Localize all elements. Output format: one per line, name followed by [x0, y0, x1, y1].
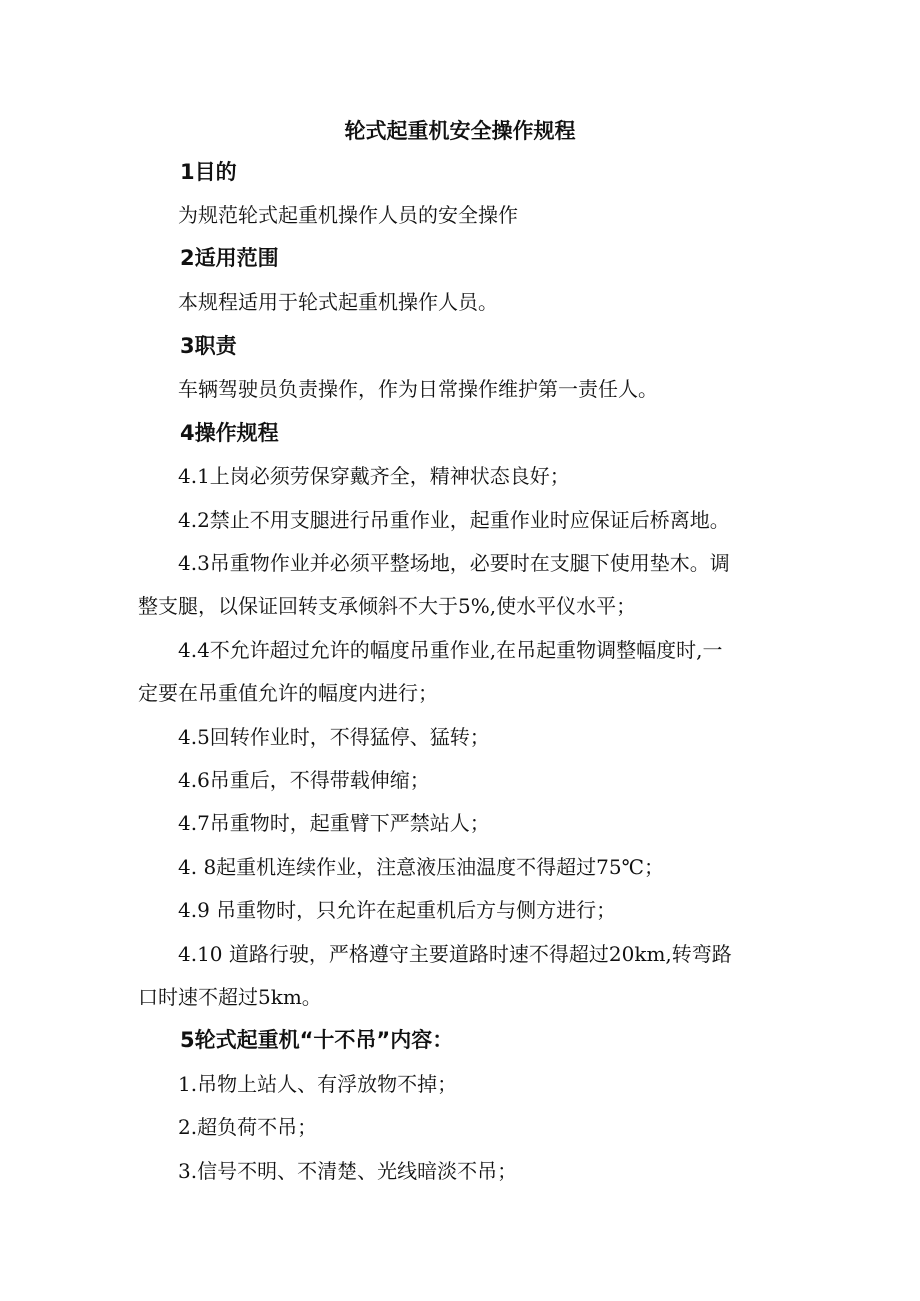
procedure-item-4-1: 4.1上岗必须劳保穿戴齐全，精神状态良好； [178, 464, 570, 488]
procedure-item-4-3: 4.3吊重物作业并必须平整场地，必要时在支腿下使用垫木。调 [178, 551, 730, 575]
procedure-item-4-9: 4.9 吊重物时，只允许在起重机后方与侧方进行； [178, 898, 617, 922]
section-text-purpose: 为规范轮式起重机操作人员的安全操作 [178, 203, 518, 227]
procedure-item-4-8: 4. 8起重机连续作业，注意液压油温度不得超过75℃； [178, 855, 664, 879]
ten-no-lift-item-1: 1.吊物上站人、有浮放物不掉； [178, 1072, 458, 1096]
section-text-scope: 本规程适用于轮式起重机操作人员。 [178, 290, 498, 314]
document-title: 轮式起重机安全操作规程 [344, 119, 576, 143]
procedure-item-4-4: 4.4不允许超过允许的幅度吊重作业,在吊起重物调整幅度时,一 [178, 638, 723, 662]
ten-no-lift-item-3: 3.信号不明、不清楚、光线暗淡不吊； [178, 1159, 518, 1183]
procedure-item-4-6: 4.6吊重后，不得带载伸缩； [178, 768, 430, 792]
procedure-item-4-2: 4.2禁止不用支腿进行吊重作业，起重作业时应保证后桥离地。 [178, 508, 730, 532]
section-heading-scope: 2适用范围 [180, 246, 279, 270]
section-heading-purpose: 1目的 [180, 160, 237, 184]
ten-no-lift-item-2: 2.超负荷不吊； [178, 1115, 318, 1139]
section-heading-procedure: 4操作规程 [180, 421, 279, 445]
procedure-item-4-10-continued: 口时速不超过5km。 [138, 985, 322, 1009]
section-text-responsibility: 车辆驾驶员负责操作，作为日常操作维护第一责任人。 [178, 377, 658, 401]
procedure-item-4-3-continued: 整支腿，以保证回转支承倾斜不大于5%,使水平仪水平； [138, 594, 637, 618]
section-heading-responsibility: 3职责 [180, 334, 237, 358]
procedure-item-4-5: 4.5回转作业时，不得猛停、猛转； [178, 725, 490, 749]
procedure-item-4-7: 4.7吊重物时，起重臂下严禁站人； [178, 811, 490, 835]
procedure-item-4-10: 4.10 道路行驶，严格遵守主要道路时速不得超过20km,转弯路 [178, 942, 732, 966]
section-heading-ten-no-lift: 5轮式起重机“十不吊”内容： [180, 1028, 454, 1052]
procedure-item-4-4-continued: 定要在吊重值允许的幅度内进行； [138, 681, 438, 705]
